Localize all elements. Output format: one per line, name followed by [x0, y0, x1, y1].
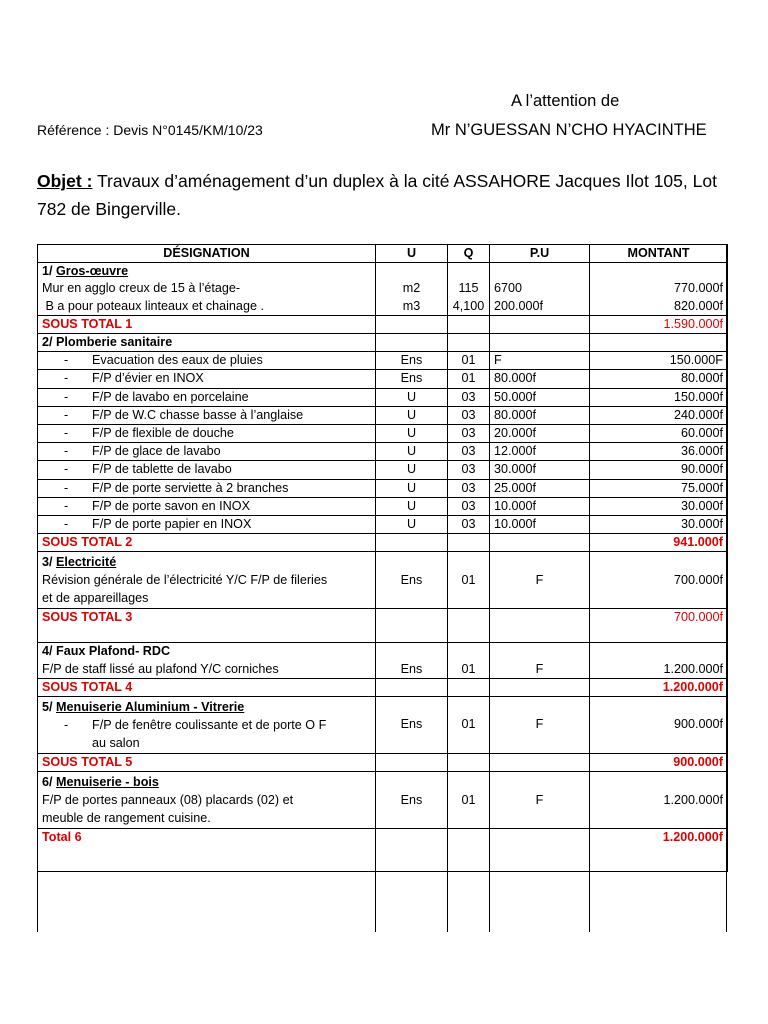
table-row — [38, 370, 728, 388]
cell-quantity: 03 — [448, 497, 490, 515]
cell-unit-price: 50.000f — [490, 388, 590, 406]
cell-amount: 60.000f — [590, 425, 728, 443]
cell-unit-price: F — [490, 772, 590, 829]
cell-unit-price: F — [490, 352, 590, 370]
cell-unit: Ens — [376, 552, 448, 609]
cell-quantity: 01 — [448, 552, 490, 609]
cell-quantity: 01 — [448, 697, 490, 754]
cell-designation: - F/P de flexible de douche — [38, 425, 376, 443]
table-row — [38, 425, 728, 443]
subtotal-label: SOUS TOTAL 1 — [38, 315, 590, 333]
cell-quantity: 03 — [448, 516, 490, 534]
recipient-name: Mr N’GUESSAN N’CHO HYACINTHE — [431, 121, 707, 139]
cell-designation: - F/P de lavabo en porcelaine — [38, 388, 376, 406]
col-header-amount: MONTANT — [590, 245, 728, 263]
col-header-unit: U — [376, 245, 448, 263]
cell-amount: 90.000f — [590, 461, 728, 479]
table-row — [38, 479, 728, 497]
table-row — [38, 334, 728, 352]
subtotal-label: SOUS TOTAL 4 — [38, 678, 590, 696]
cell-unit: U — [376, 443, 448, 461]
subtotal-label: SOUS TOTAL 2 — [38, 534, 590, 552]
cell-amount: 770.000f — [590, 280, 728, 297]
table-row — [38, 516, 728, 534]
cell-quantity: 03 — [448, 425, 490, 443]
cell-unit-price: 20.000f — [490, 425, 590, 443]
col-header-unit-price: P.U — [490, 245, 590, 263]
cell-unit-price: 10.000f — [490, 516, 590, 534]
quote-reference: Référence : Devis N°0145/KM/10/23 — [37, 122, 263, 138]
attention-line: A l’attention de — [511, 92, 620, 110]
cell-unit: m2 — [376, 280, 448, 297]
section-title: 3/ Electricité — [42, 555, 117, 570]
objet-label: Objet : — [37, 171, 93, 191]
cell-quantity: 03 — [448, 443, 490, 461]
col-header-designation: DÉSIGNATION — [38, 245, 376, 263]
table-row — [38, 552, 728, 609]
cell-unit: U — [376, 406, 448, 424]
cell-quantity: 03 — [448, 479, 490, 497]
subtotal-row — [38, 754, 728, 772]
total-row — [38, 829, 728, 872]
subtotal-value: 1.590.000f — [590, 315, 728, 333]
subtotal-value: 941.000f — [590, 534, 728, 552]
cell-quantity: 03 — [448, 406, 490, 424]
section-title: 5/ Menuiserie Aluminium - Vitrerie — [42, 700, 245, 715]
subtotal-row — [38, 315, 728, 333]
table-row — [38, 280, 728, 297]
cell-unit: Ens — [376, 370, 448, 388]
subtotal-label: SOUS TOTAL 3 — [38, 609, 590, 643]
cell-unit-price: F — [490, 661, 590, 679]
section-title: 6/ Menuiserie - bois — [42, 775, 159, 790]
section-title: 4/ Faux Plafond- RDC — [38, 643, 376, 661]
cell-amount: 30.000f — [590, 497, 728, 515]
cell-designation: 3/ Electricité Révision générale de l’électricité Y/C F/P de fileries et de appareillages — [38, 552, 376, 609]
table-row — [38, 263, 728, 281]
cell-unit: U — [376, 497, 448, 515]
cell-unit-price: 30.000f — [490, 461, 590, 479]
col-header-quantity: Q — [448, 245, 490, 263]
subtotal-row — [38, 609, 728, 643]
cell-amount: 900.000f — [590, 697, 728, 754]
table-row — [38, 298, 728, 316]
cell-unit-price: 6700 — [490, 280, 590, 297]
cell-unit: Ens — [376, 697, 448, 754]
cell-unit: Ens — [376, 772, 448, 829]
cell-quantity: 115 — [448, 280, 490, 297]
cell-designation: B a pour poteaux linteaux et chainage . — [38, 298, 376, 316]
cell-unit-price: F — [490, 697, 590, 754]
section-title: 1/ Gros-œuvre — [38, 263, 376, 281]
cell-unit-price: 80.000f — [490, 370, 590, 388]
table-row — [38, 643, 728, 661]
table-row — [38, 697, 728, 754]
total-label: Total 6 — [38, 829, 376, 872]
cell-amount: 700.000f — [590, 552, 728, 609]
cell-designation: Mur en agglo creux de 15 à l’étage- — [38, 280, 376, 297]
cell-designation: - F/P d’évier en INOX — [38, 370, 376, 388]
subtotal-value: 900.000f — [590, 754, 728, 772]
cell-amount: 1.200.000f — [590, 772, 728, 829]
cell-designation: - Evacuation des eaux de pluies — [38, 352, 376, 370]
cell-amount: 240.000f — [590, 406, 728, 424]
cell-quantity: 01 — [448, 661, 490, 679]
cell-amount: 30.000f — [590, 516, 728, 534]
cell-quantity: 01 — [448, 352, 490, 370]
total-value: 1.200.000f — [590, 829, 728, 872]
cell-unit-price: 12.000f — [490, 443, 590, 461]
cell-designation: - F/P de glace de lavabo — [38, 443, 376, 461]
cell-quantity: 01 — [448, 772, 490, 829]
cell-amount: 75.000f — [590, 479, 728, 497]
cell-designation: - F/P de W.C chasse basse à l’anglaise — [38, 406, 376, 424]
cell-amount: 150.000F — [590, 352, 728, 370]
cell-quantity: 03 — [448, 388, 490, 406]
table-row — [38, 388, 728, 406]
section-title: 2/ Plomberie sanitaire — [38, 334, 376, 352]
cell-quantity: 4,100 — [448, 298, 490, 316]
cell-designation: - F/P de porte serviette à 2 branches — [38, 479, 376, 497]
table-row — [38, 406, 728, 424]
cell-designation: F/P de staff lissé au plafond Y/C corniches — [38, 661, 376, 679]
cell-unit: Ens — [376, 661, 448, 679]
table-row — [38, 443, 728, 461]
subtotal-label: SOUS TOTAL 5 — [38, 754, 590, 772]
subtotal-row — [38, 678, 728, 696]
table-row — [38, 352, 728, 370]
cell-unit: U — [376, 516, 448, 534]
cell-amount: 36.000f — [590, 443, 728, 461]
cell-quantity: 01 — [448, 370, 490, 388]
quote-table — [37, 244, 728, 872]
cell-designation: - F/P de porte savon en INOX — [38, 497, 376, 515]
cell-unit: U — [376, 425, 448, 443]
table-row — [38, 772, 728, 829]
cell-amount: 1.200.000f — [590, 661, 728, 679]
table-row — [38, 661, 728, 679]
cell-designation: 5/ Menuiserie Aluminium - Vitrerie - F/P de fenêtre coulissante et de porte O F au salon — [38, 697, 376, 754]
table-header-row — [38, 245, 728, 263]
cell-unit: Ens — [376, 352, 448, 370]
cell-quantity: 03 — [448, 461, 490, 479]
cell-unit: U — [376, 388, 448, 406]
objet-paragraph — [37, 167, 737, 223]
cell-amount: 80.000f — [590, 370, 728, 388]
subtotal-value: 700.000f — [590, 609, 728, 643]
subtotal-value: 1.200.000f — [590, 678, 728, 696]
objet-text: Travaux d’aménagement d’un duplex à la cité ASSAHORE Jacques Ilot 105, Lot 782 de Bingerville. — [37, 171, 717, 219]
cell-amount: 150.000f — [590, 388, 728, 406]
cell-unit: U — [376, 479, 448, 497]
cell-unit: U — [376, 461, 448, 479]
cell-designation: - F/P de tablette de lavabo — [38, 461, 376, 479]
cell-unit-price: F — [490, 552, 590, 609]
quote-sheet — [37, 244, 727, 932]
table-row — [38, 461, 728, 479]
cell-unit-price: 80.000f — [490, 406, 590, 424]
table-row — [38, 497, 728, 515]
cell-designation: - F/P de porte papier en INOX — [38, 516, 376, 534]
cell-designation: 6/ Menuiserie - bois F/P de portes panneaux (08) placards (02) et meuble de rangement cuisine. — [38, 772, 376, 829]
cell-unit-price: 10.000f — [490, 497, 590, 515]
cell-amount: 820.000f — [590, 298, 728, 316]
cell-unit-price: 25.000f — [490, 479, 590, 497]
cell-unit: m3 — [376, 298, 448, 316]
subtotal-row — [38, 534, 728, 552]
cell-unit-price: 200.000f — [490, 298, 590, 316]
